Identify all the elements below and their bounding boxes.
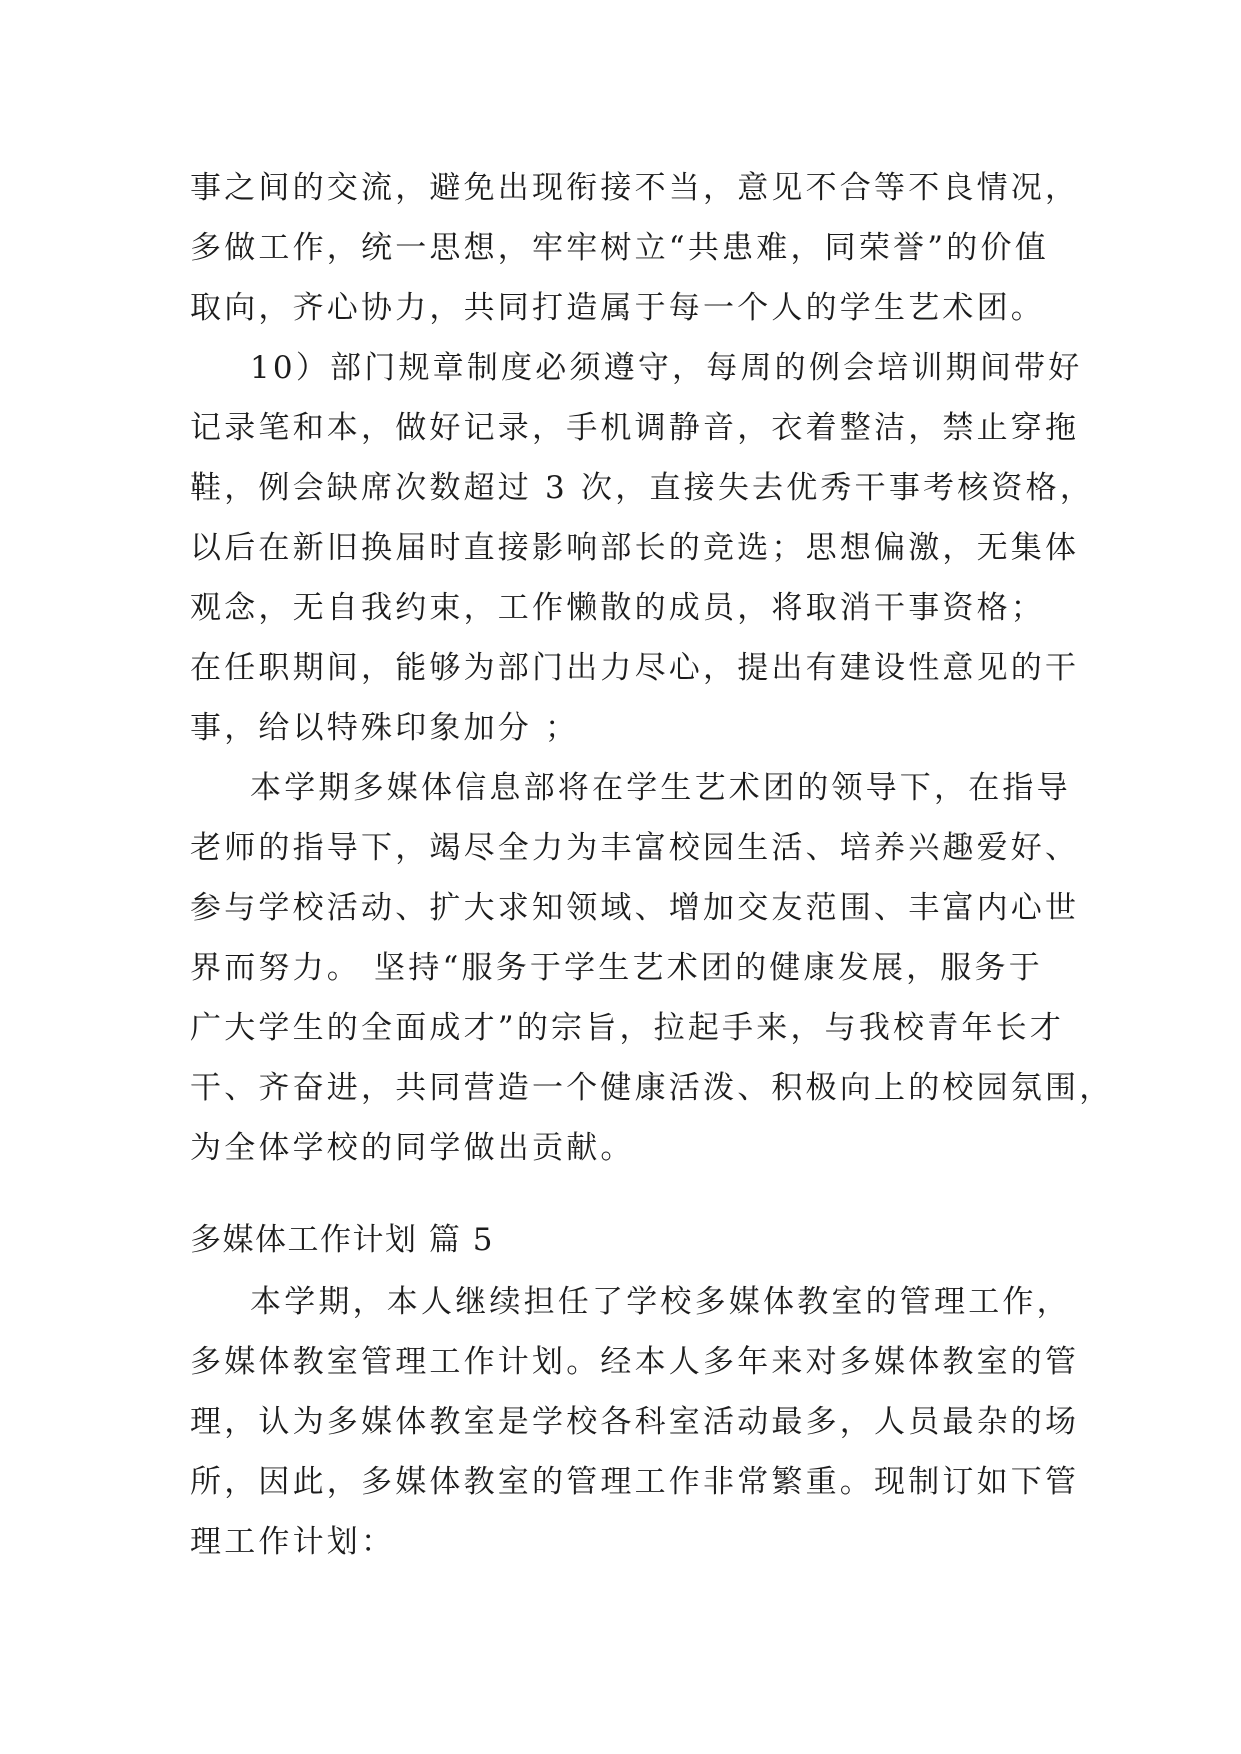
- paragraph-line: 取向，齐心协力，共同打造属于每一个人的学生艺术团。: [190, 290, 1045, 326]
- paragraph-line: 本学期多媒体信息部将在学生艺术团的领导下，在指导: [250, 770, 1071, 806]
- paragraph-line: 理，认为多媒体教室是学校各科室活动最多，人员最杂的场: [190, 1404, 1080, 1440]
- paragraph-line: 事，给以特殊印象加分 ；: [190, 710, 580, 746]
- paragraph-line: 广大学生的全面成才”的宗旨，拉起手来，与我校青年长才: [190, 1010, 1065, 1046]
- paragraph-line: 记录笔和本，做好记录，手机调静音，衣着整洁，禁止穿拖: [190, 410, 1080, 446]
- paragraph-line: 多媒体教室管理工作计划。经本人多年来对多媒体教室的管: [190, 1344, 1080, 1380]
- paragraph-line: 观念，无自我约束，工作懒散的成员，将取消干事资格；: [190, 590, 1045, 626]
- paragraph-line: 界而努力。 坚持“服务于学生艺术团的健康发展，服务于: [190, 950, 1043, 986]
- paragraph-line: 参与学校活动、扩大求知领域、增加交友范围、丰富内心世: [190, 890, 1080, 926]
- paragraph-line: 10）部门规章制度必须遵守，每周的例会培训期间带好: [250, 350, 1083, 386]
- paragraph-line: 所，因此，多媒体教室的管理工作非常繁重。现制订如下管: [190, 1464, 1080, 1500]
- paragraph-line: 多做工作，统一思想，牢牢树立“共患难，同荣誉”的价值: [190, 230, 1049, 266]
- paragraph-line: 干、齐奋进，共同营造一个健康活泼、积极向上的校园氛围，: [190, 1070, 1114, 1106]
- paragraph-line: 鞋，例会缺席次数超过 3 次，直接失去优秀干事考核资格，: [190, 470, 1095, 506]
- paragraph-line: 本学期，本人继续担任了学校多媒体教室的管理工作，: [250, 1284, 1071, 1320]
- paragraph-line: 事之间的交流，避免出现衔接不当，意见不合等不良情况，: [190, 170, 1080, 206]
- section-heading: 多媒体工作计划 篇 5: [190, 1222, 494, 1258]
- paragraph-line: 在任职期间，能够为部门出力尽心，提出有建设性意见的干: [190, 650, 1080, 686]
- paragraph-line: 为全体学校的同学做出贡献。: [190, 1130, 635, 1166]
- paragraph-line: 理工作计划：: [190, 1524, 396, 1560]
- paragraph-line: 老师的指导下，竭尽全力为丰富校园生活、培养兴趣爱好、: [190, 830, 1080, 866]
- paragraph-line: 以后在新旧换届时直接影响部长的竞选；思想偏激，无集体: [190, 530, 1080, 566]
